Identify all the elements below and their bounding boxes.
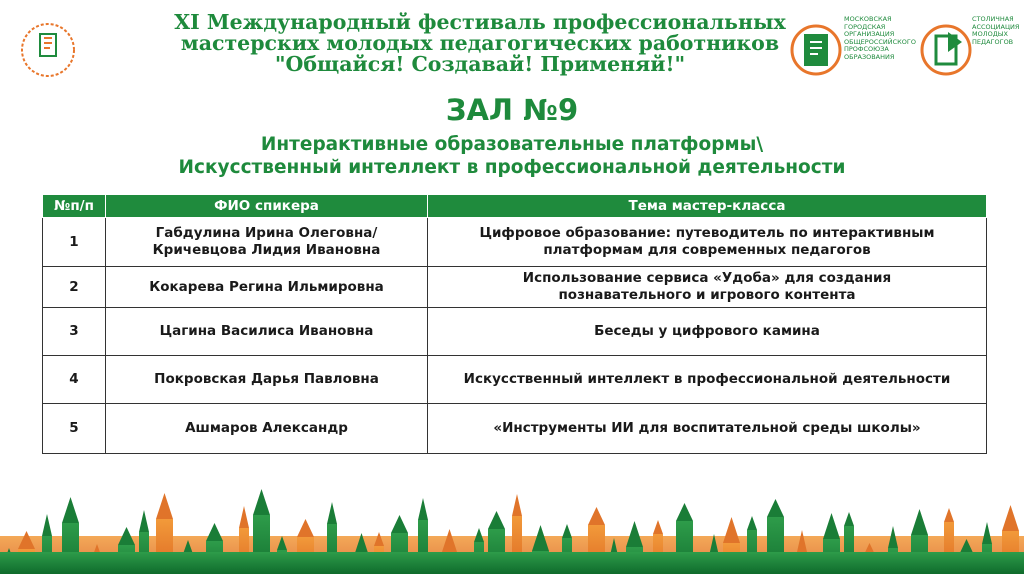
row-speaker [106,356,428,404]
org2-line2: АССОЦИАЦИЯ [972,22,1020,31]
festival-title [130,12,830,75]
session-subtitle-line2: Искусственный интеллект в профессиональной деятельности [178,157,846,178]
speaker-line: Ашмаров Александр [185,420,348,436]
row-number: 1 [43,218,106,267]
table-row [43,356,987,404]
row-number: 2 [43,267,106,308]
org1-line1: МОСКОВСКАЯ [844,15,892,23]
kremlin-skyline-decoration [0,474,1024,574]
header-topic: Тема мастер-класса [428,195,987,218]
row-topic [428,404,987,454]
topic-line: Цифровое образование: путеводитель по интерактивным [479,225,935,241]
row-topic [428,267,987,308]
topic-line: платформам для современных педагогов [543,242,871,258]
table-row [43,218,987,267]
row-speaker [106,267,428,308]
topic-line: «Инструменты ИИ для воспитательной среды школы» [493,420,921,436]
org2-line4: ПЕДАГОГОВ [972,37,1014,46]
row-topic [428,356,987,404]
table-row [43,267,987,308]
header-speaker: ФИО спикера [106,195,428,218]
org1-line6: ОБРАЗОВАНИЯ [844,52,895,61]
festival-logo [18,14,78,90]
schedule-table [42,194,987,454]
row-number: 5 [43,404,106,454]
speaker-line: Покровская Дарья Павловна [154,371,379,387]
table-row [43,404,987,454]
festival-title-line3: "Общайся! Создавай! Применяй!" [274,52,686,76]
trade-union-logo [788,12,916,86]
org1-line3: ОРГАНИЗАЦИЯ [844,30,895,38]
hall-title: ЗАЛ №9 [445,93,579,127]
org1-line5: ПРОФСОЮЗА [844,45,889,53]
topic-line: познавательного и игрового контента [558,287,856,303]
topic-line: Искусственный интеллект в профессиональной деятельности [463,371,951,387]
row-topic [428,308,987,356]
row-speaker [106,308,428,356]
row-speaker [106,404,428,454]
table-header-row [43,195,987,218]
topic-line: Использование сервиса «Удоба» для создания [522,270,892,286]
festival-title-line2: мастерских молодых педагогических работников [180,31,780,55]
row-number: 3 [43,308,106,356]
speaker-line: Габдулина Ирина Олеговна/ [155,225,378,241]
session-subtitle-line1: Интерактивные образовательные платформы\ [260,134,764,155]
row-number: 4 [43,356,106,404]
org2-line3: МОЛОДЫХ [972,30,1008,38]
session-subtitle [0,133,1024,179]
young-teachers-association-logo [918,12,1018,86]
header-number: №п/п [43,195,106,218]
org2-line1: СТОЛИЧНАЯ [972,15,1014,23]
speaker-line: Кричевцова Лидия Ивановна [152,242,381,258]
speaker-line: Кокарева Регина Ильмировна [149,278,384,295]
festival-title-line1: XI Международный фестиваль профессиональных [174,10,786,34]
table-row [43,308,987,356]
org1-line4: ОБЩЕРОССИЙСКОГО [844,37,916,46]
topic-line: Беседы у цифрового камина [594,323,820,339]
row-speaker [106,218,428,267]
speaker-line: Цагина Василиса Ивановна [159,323,374,339]
row-topic [428,218,987,267]
org1-line2: ГОРОДСКАЯ [844,22,886,31]
